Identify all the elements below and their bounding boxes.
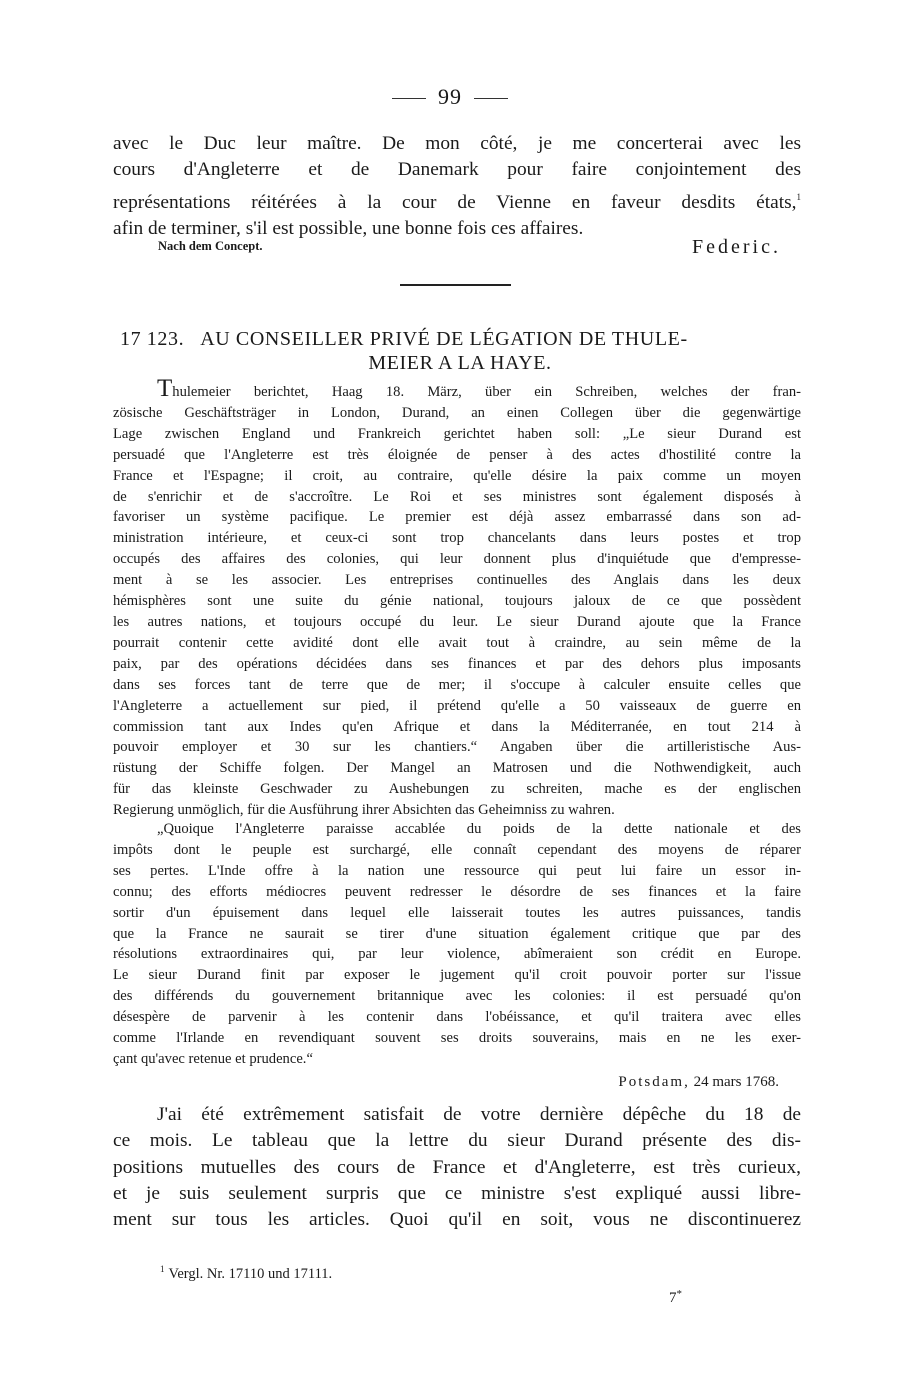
quote-line: sortir d'un épuisement dans lequel elle laisserait toutes les autres puissances, tandis xyxy=(113,904,801,921)
opening-line: cours d'Angleterre et de Danemark pour faire conjointement des xyxy=(113,159,801,181)
body-line: positions mutuelles des cours de France et d'Angleterre, est très curieux, xyxy=(113,1156,801,1178)
letter-number: 17 123. xyxy=(120,328,185,350)
summary-line: occupés des affaires des colonies, qui leur donnent plus d'inquiétude que d'empresse- xyxy=(113,551,801,568)
quote-line: ses pertes. L'Inde offre à la nation une ressource qui peut lui faire un essor in- xyxy=(113,862,801,879)
body-line: et je suis seulement surpris que ce ministre s'est expliqué aussi libre- xyxy=(113,1182,801,1204)
quote-line: que la France ne saurait se tirer d'une situation également critique que par des xyxy=(113,925,801,942)
sheet-mark: * xyxy=(676,1288,682,1300)
quote-line: çant qu'avec retenue et prudence.“ xyxy=(113,1050,313,1067)
summary-line: rüstung der Schiffe folgen. Der Mangel an Matrosen und die Nothwendigkeit, auch xyxy=(113,760,801,777)
summary-line xyxy=(113,375,801,403)
summary-line: Regierung unmöglich, für die Ausführung ihrer Absichten das Geheimniss zu wahren. xyxy=(113,802,615,819)
summary-paragraph xyxy=(113,375,801,821)
summary-line: zösische Geschäftsträger in London, Durand, an einen Collegen über die gegenwärtige xyxy=(113,404,801,421)
summary-line: de s'enrichir et de s'accroître. Le Roi et ses ministres sont également disposés à xyxy=(113,488,801,505)
summary-line: dans ses forces tant de terre que de mer; il s'occupe à calculer ensuite celles que xyxy=(113,676,801,693)
quote-line: impôts dont le peuple est surchargé, elle connaît cependant des moyens de réparer xyxy=(113,841,801,858)
sheet-signature xyxy=(669,1288,682,1307)
summary-line: hémisphères sont une suite du génie national, toujours jaloux de ce que possèdent xyxy=(113,593,801,610)
body-line: ce mois. Le tableau que la lettre du sieur Durand présente des dis- xyxy=(113,1130,801,1152)
opening-line xyxy=(113,184,801,216)
header-dash-right xyxy=(474,98,508,99)
summary-line: France et l'Espagne; il croit, au contraire, qu'elle désire la paix comme un moyen xyxy=(113,467,801,484)
letter-body xyxy=(113,1102,801,1233)
body-line: ment sur tous les articles. Quoi qu'il en soit, vous ne discontinuerez xyxy=(113,1209,801,1231)
quote-line: résolutions extraordinaires qui, par leur violence, abîmeraient son crédit en Europe. xyxy=(113,946,801,963)
footnote-number: 1 xyxy=(160,1264,165,1274)
letter-title-line1: AU CONSEILLER PRIVÉ DE LÉGATION DE THULE- xyxy=(200,328,688,350)
summary-line: ministration intérieure, et ceux-ci sont trop chancelants dans leurs postes et trop xyxy=(113,530,801,547)
source-note: Nach dem Concept. xyxy=(158,239,263,253)
quote-line: des différends du gouvernement britannique avec les colonies: il est persuadé qu'on xyxy=(113,988,801,1005)
page-number: 99 xyxy=(438,84,462,109)
drop-cap: T xyxy=(157,375,173,402)
page-header xyxy=(0,84,900,110)
signature-row xyxy=(158,236,781,258)
summary-line: paix, par des opérations décidées dans ses finances et par des dehors plus imposants xyxy=(113,655,801,672)
letter-heading xyxy=(120,327,800,375)
summary-line: pourrait contenir cette avidité dont elle avait tout à craindre, au sein même de la xyxy=(113,634,801,651)
summary-line: Lage zwischen England und Frankreich gerichtet haben soll: „Le sieur Durand est xyxy=(113,425,801,442)
summary-line: favoriser un système pacifique. Le premier est déjà assez embarrassé dans son ad- xyxy=(113,509,801,526)
quoted-report xyxy=(113,819,801,1070)
quote-line: „Quoique l'Angleterre paraisse accablée du poids de la dette nationale et des xyxy=(157,821,801,837)
dateline-date: 24 mars 1768. xyxy=(693,1074,779,1090)
quote-line: Le sieur Durand finit par exposer le jugement qu'il croit pouvoir porter sur l'issue xyxy=(113,967,801,984)
quote-line: connu; des efforts médiocres peuvent redresser le désordre de ses finances et la faire xyxy=(113,883,801,900)
summary-line: für das kleinste Geschwader zu Aushebungen zu schreiten, mache es der englischen xyxy=(113,781,801,798)
signature: Federic. xyxy=(692,236,781,258)
summary-line-text: hulemeier berichtet, Haag 18. März, über ein Schreiben, welches der fran- xyxy=(172,384,801,400)
summary-line: pouvoir employer et 30 sur les chantiers.“ Angaben über die artilleristische Aus- xyxy=(113,739,801,756)
footnote xyxy=(160,1264,332,1283)
summary-line: l'Angleterre a actuellement sur pied, il prétend qu'elle a 50 vaisseaux de guerre en xyxy=(113,697,801,714)
summary-line: commission tant aux Indes qu'en Afrique et dans la Méditerranée, en tout 214 à xyxy=(113,718,801,735)
opening-paragraph xyxy=(113,131,801,242)
dateline xyxy=(618,1074,779,1091)
quote-line: comme l'Irlande en revendiquant souvent ses droits souverains, mais en ne les exer- xyxy=(113,1030,801,1047)
summary-line: ment à se les associer. Les entreprises continuelles des Anglais dans les deux xyxy=(113,572,801,589)
body-line: J'ai été extrêmement satisfait de votre dernière dépêche du 18 de xyxy=(157,1104,801,1125)
opening-line: afin de terminer, s'il est possible, une bonne fois ces affaires. xyxy=(113,217,584,239)
footnote-marker: 1 xyxy=(796,191,801,202)
opening-line: avec le Duc leur maître. De mon côté, je me concerterai avec les xyxy=(113,133,801,154)
dateline-place: Potsdam, xyxy=(618,1074,690,1090)
section-divider xyxy=(400,284,511,286)
letter-title-line2: MEIER A LA HAYE. xyxy=(368,352,552,374)
summary-line: persuadé que l'Angleterre est très éloignée de penser à des actes d'hostilité contre la xyxy=(113,446,801,463)
summary-line: les autres nations, et toujours occupé du leur. Le sieur Durand ajoute que la France xyxy=(113,613,801,630)
sheet-number: 7 xyxy=(669,1290,677,1306)
header-dash-left xyxy=(392,98,426,99)
quote-line: désespère de parvenir à les contenir dans l'obéissance, et qu'il traitera avec elles xyxy=(113,1009,801,1026)
opening-line-text: représentations réitérées à la cour de Vienne en faveur desdits états, xyxy=(113,191,797,213)
footnote-text: Vergl. Nr. 17110 und 17111. xyxy=(168,1266,333,1282)
